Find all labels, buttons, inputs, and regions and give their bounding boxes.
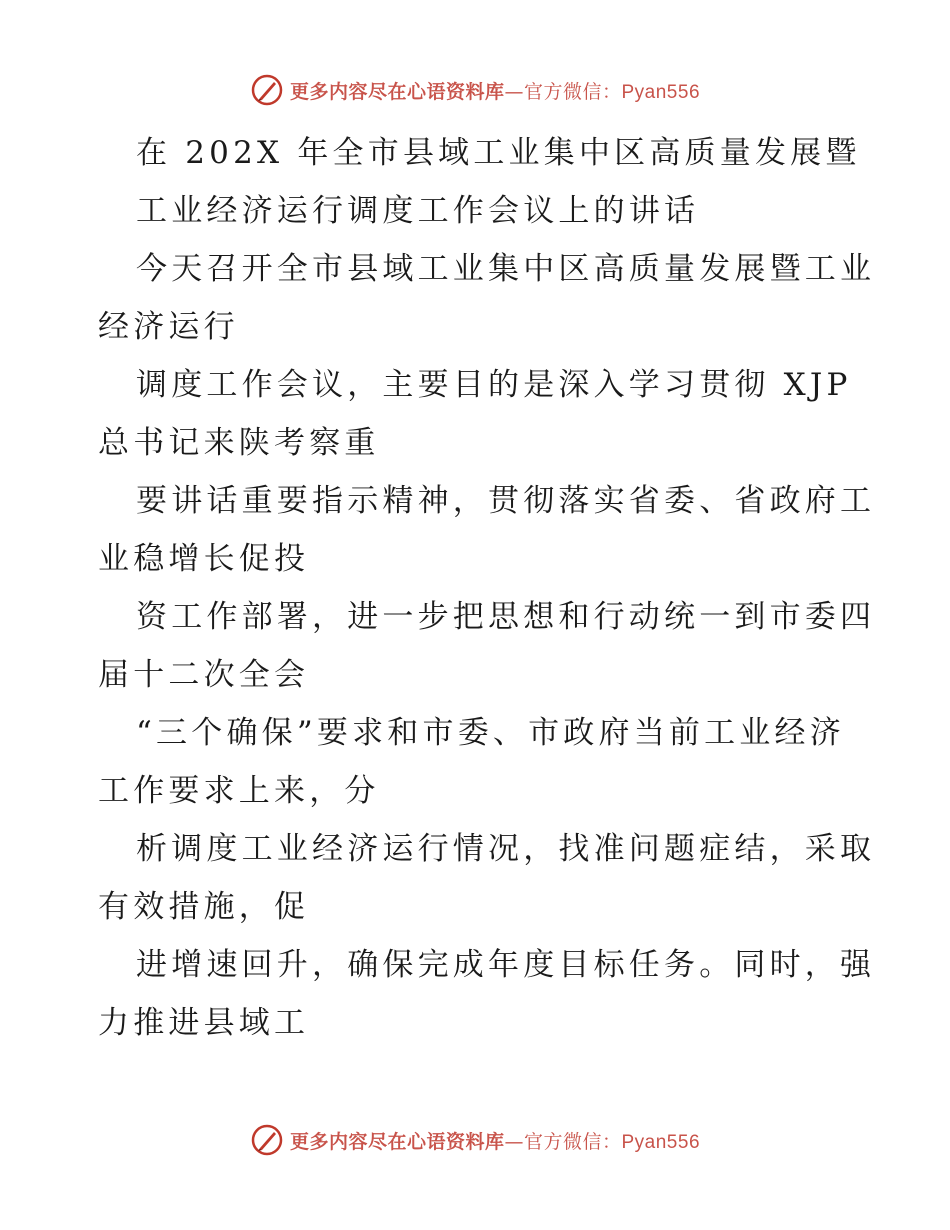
watermark-wechat-label: 官方微信：: [523, 80, 622, 103]
body-line: 今天召开全市县域工业集中区高质量发展暨工业: [136, 251, 876, 287]
watermark-text: [290, 77, 700, 104]
title-line-1: 在 202X 年全市县域工业集中区高质量发展暨: [136, 135, 861, 171]
watermark-site-name: 更多内容尽在心语资料库: [289, 80, 505, 103]
body-line: 进增速回升，确保完成年度目标任务。同时，强: [136, 947, 876, 983]
watermark-wechat-id: Pyan556: [621, 1131, 701, 1153]
body-line: 经济运行: [98, 309, 239, 345]
quill-logo-icon: [250, 73, 284, 107]
body-line: 有效措施，促: [98, 889, 310, 925]
body-line: 业稳增长促投: [98, 541, 310, 577]
body-line: 资工作部署，进一步把思想和行动统一到市委四: [136, 599, 876, 635]
body-line: 届十二次全会: [98, 657, 310, 693]
watermark-dash: —: [504, 1130, 524, 1153]
body-line: “三个确保”要求和市委、市政府当前工业经济: [136, 715, 845, 751]
body-line: 总书记来陕考察重: [98, 425, 380, 461]
body-line: 析调度工业经济运行情况，找准问题症结，采取: [136, 831, 876, 867]
watermark-text: [290, 1127, 700, 1154]
body-line: 调度工作会议，主要目的是深入学习贯彻 XJP: [136, 367, 852, 403]
watermark-dash: —: [504, 80, 524, 103]
document-body: [98, 124, 876, 1052]
footer-watermark: [0, 1120, 950, 1160]
body-line: 工作要求上来，分: [98, 773, 380, 809]
quill-logo-icon: [250, 1123, 284, 1157]
watermark-site-name: 更多内容尽在心语资料库: [289, 1130, 505, 1153]
watermark-wechat-id: Pyan556: [621, 81, 701, 103]
title-line-2: 工业经济运行调度工作会议上的讲话: [136, 193, 700, 229]
watermark-wechat-label: 官方微信：: [523, 1130, 622, 1153]
body-line: 要讲话重要指示精神，贯彻落实省委、省政府工: [136, 483, 876, 519]
body-line: 力推进县域工: [98, 1005, 310, 1041]
header-watermark: [0, 70, 950, 110]
